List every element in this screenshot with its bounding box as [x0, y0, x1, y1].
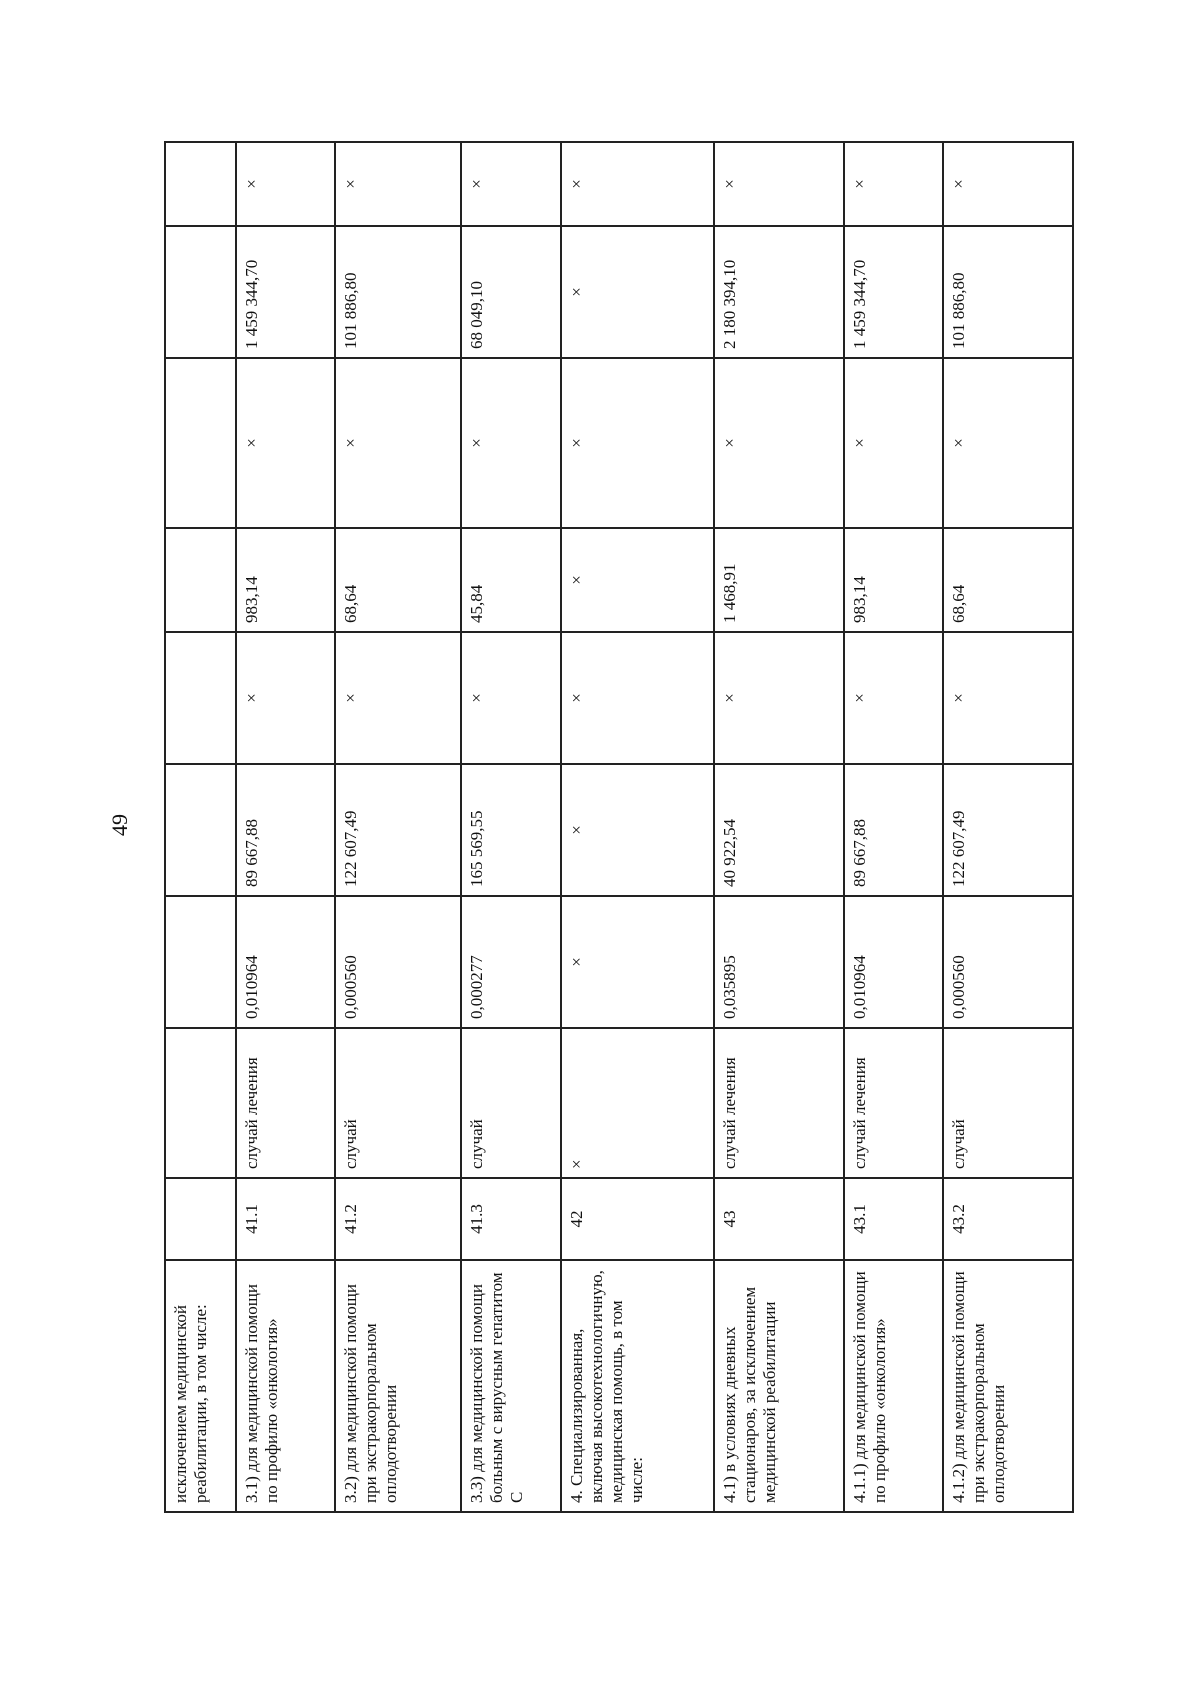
value-cell — [165, 896, 236, 1028]
value-cell — [165, 764, 236, 896]
table-row — [236, 142, 335, 1512]
row-number-cell: 43 — [714, 1178, 844, 1260]
value-cell: × — [334, 142, 460, 226]
row-number-cell — [165, 1178, 236, 1260]
value-cell: 68,64 — [942, 528, 1072, 632]
value-cell: 0,000277 — [460, 896, 561, 1028]
rotated-table-container — [164, 143, 1074, 1513]
value-cell: × — [844, 142, 943, 226]
row-number-cell: 41.2 — [334, 1178, 460, 1260]
value-cell: × — [236, 142, 335, 226]
value-cell: × — [714, 358, 844, 528]
value-cell: 0,010964 — [236, 896, 335, 1028]
value-cell: × — [561, 142, 714, 226]
value-cell: × — [942, 142, 1072, 226]
value-cell: × — [460, 358, 561, 528]
value-cell: × — [844, 358, 943, 528]
row-number-cell: 43.1 — [844, 1178, 943, 1260]
row-name-cell: 3.3) для медицинской помощи больным с вирусным гепатитом С — [460, 1260, 561, 1512]
unit-cell: × — [561, 1028, 714, 1178]
value-cell: 983,14 — [844, 528, 943, 632]
value-cell: × — [714, 142, 844, 226]
table-row — [334, 142, 460, 1512]
value-cell: 983,14 — [236, 528, 335, 632]
row-name-cell: 4.1.2) для медицинской помощи при экстракорпоральном оплодотворении — [942, 1260, 1072, 1512]
value-cell: × — [236, 358, 335, 528]
value-cell: × — [561, 896, 714, 1028]
value-cell: 89 667,88 — [844, 764, 943, 896]
value-cell: 1 468,91 — [714, 528, 844, 632]
row-number-cell: 41.1 — [236, 1178, 335, 1260]
row-number-cell: 41.3 — [460, 1178, 561, 1260]
unit-cell: случай — [334, 1028, 460, 1178]
value-cell — [165, 632, 236, 764]
value-cell: 2 180 394,10 — [714, 226, 844, 358]
unit-cell: случай лечения — [236, 1028, 335, 1178]
value-cell — [165, 226, 236, 358]
value-cell: 101 886,80 — [942, 226, 1072, 358]
value-cell — [165, 358, 236, 528]
value-cell: × — [561, 358, 714, 528]
value-cell: × — [942, 358, 1072, 528]
value-cell: 45,84 — [460, 528, 561, 632]
row-name-cell: 4. Специализированная, включая высокотехнологичную, медицинская помощь, в том числе: — [561, 1260, 714, 1512]
unit-cell: случай лечения — [844, 1028, 943, 1178]
table-row — [460, 142, 561, 1512]
data-table — [164, 141, 1074, 1513]
value-cell: × — [460, 632, 561, 764]
value-cell: 0,035895 — [714, 896, 844, 1028]
value-cell: × — [236, 632, 335, 764]
row-number-cell: 42 — [561, 1178, 714, 1260]
page-number: 49 — [107, 814, 132, 836]
value-cell: 89 667,88 — [236, 764, 335, 896]
value-cell — [165, 142, 236, 226]
table-row — [165, 142, 236, 1512]
value-cell: × — [561, 528, 714, 632]
value-cell: 122 607,49 — [334, 764, 460, 896]
unit-cell: случай лечения — [714, 1028, 844, 1178]
table-row — [714, 142, 844, 1512]
table-row — [942, 142, 1072, 1512]
value-cell: 40 922,54 — [714, 764, 844, 896]
row-name-cell: 4.1) в условиях дневных стационаров, за исключением медицинской реабилитации — [714, 1260, 844, 1512]
unit-cell — [165, 1028, 236, 1178]
value-cell: × — [561, 226, 714, 358]
value-cell: 1 459 344,70 — [236, 226, 335, 358]
value-cell: 68 049,10 — [460, 226, 561, 358]
value-cell: × — [561, 764, 714, 896]
value-cell: 122 607,49 — [942, 764, 1072, 896]
value-cell: 0,000560 — [334, 896, 460, 1028]
row-name-cell: 3.2) для медицинской помощи при экстракорпоральном оплодотворении — [334, 1260, 460, 1512]
value-cell: × — [844, 632, 943, 764]
value-cell: × — [460, 142, 561, 226]
table-row — [844, 142, 943, 1512]
value-cell: 165 569,55 — [460, 764, 561, 896]
row-name-cell: 4.1.1) для медицинской помощи по профилю «онкология» — [844, 1260, 943, 1512]
value-cell: × — [561, 632, 714, 764]
value-cell: 0,000560 — [942, 896, 1072, 1028]
value-cell: 0,010964 — [844, 896, 943, 1028]
unit-cell: случай — [460, 1028, 561, 1178]
value-cell: × — [334, 632, 460, 764]
value-cell: 1 459 344,70 — [844, 226, 943, 358]
value-cell — [165, 528, 236, 632]
row-name-cell: исключением медицинской реабилитации, в том числе: — [165, 1260, 236, 1512]
value-cell: 68,64 — [334, 528, 460, 632]
row-number-cell: 43.2 — [942, 1178, 1072, 1260]
value-cell: × — [942, 632, 1072, 764]
value-cell: × — [714, 632, 844, 764]
value-cell: 101 886,80 — [334, 226, 460, 358]
value-cell: × — [334, 358, 460, 528]
row-name-cell: 3.1) для медицинской помощи по профилю «онкология» — [236, 1260, 335, 1512]
table-row — [561, 142, 714, 1512]
unit-cell: случай — [942, 1028, 1072, 1178]
